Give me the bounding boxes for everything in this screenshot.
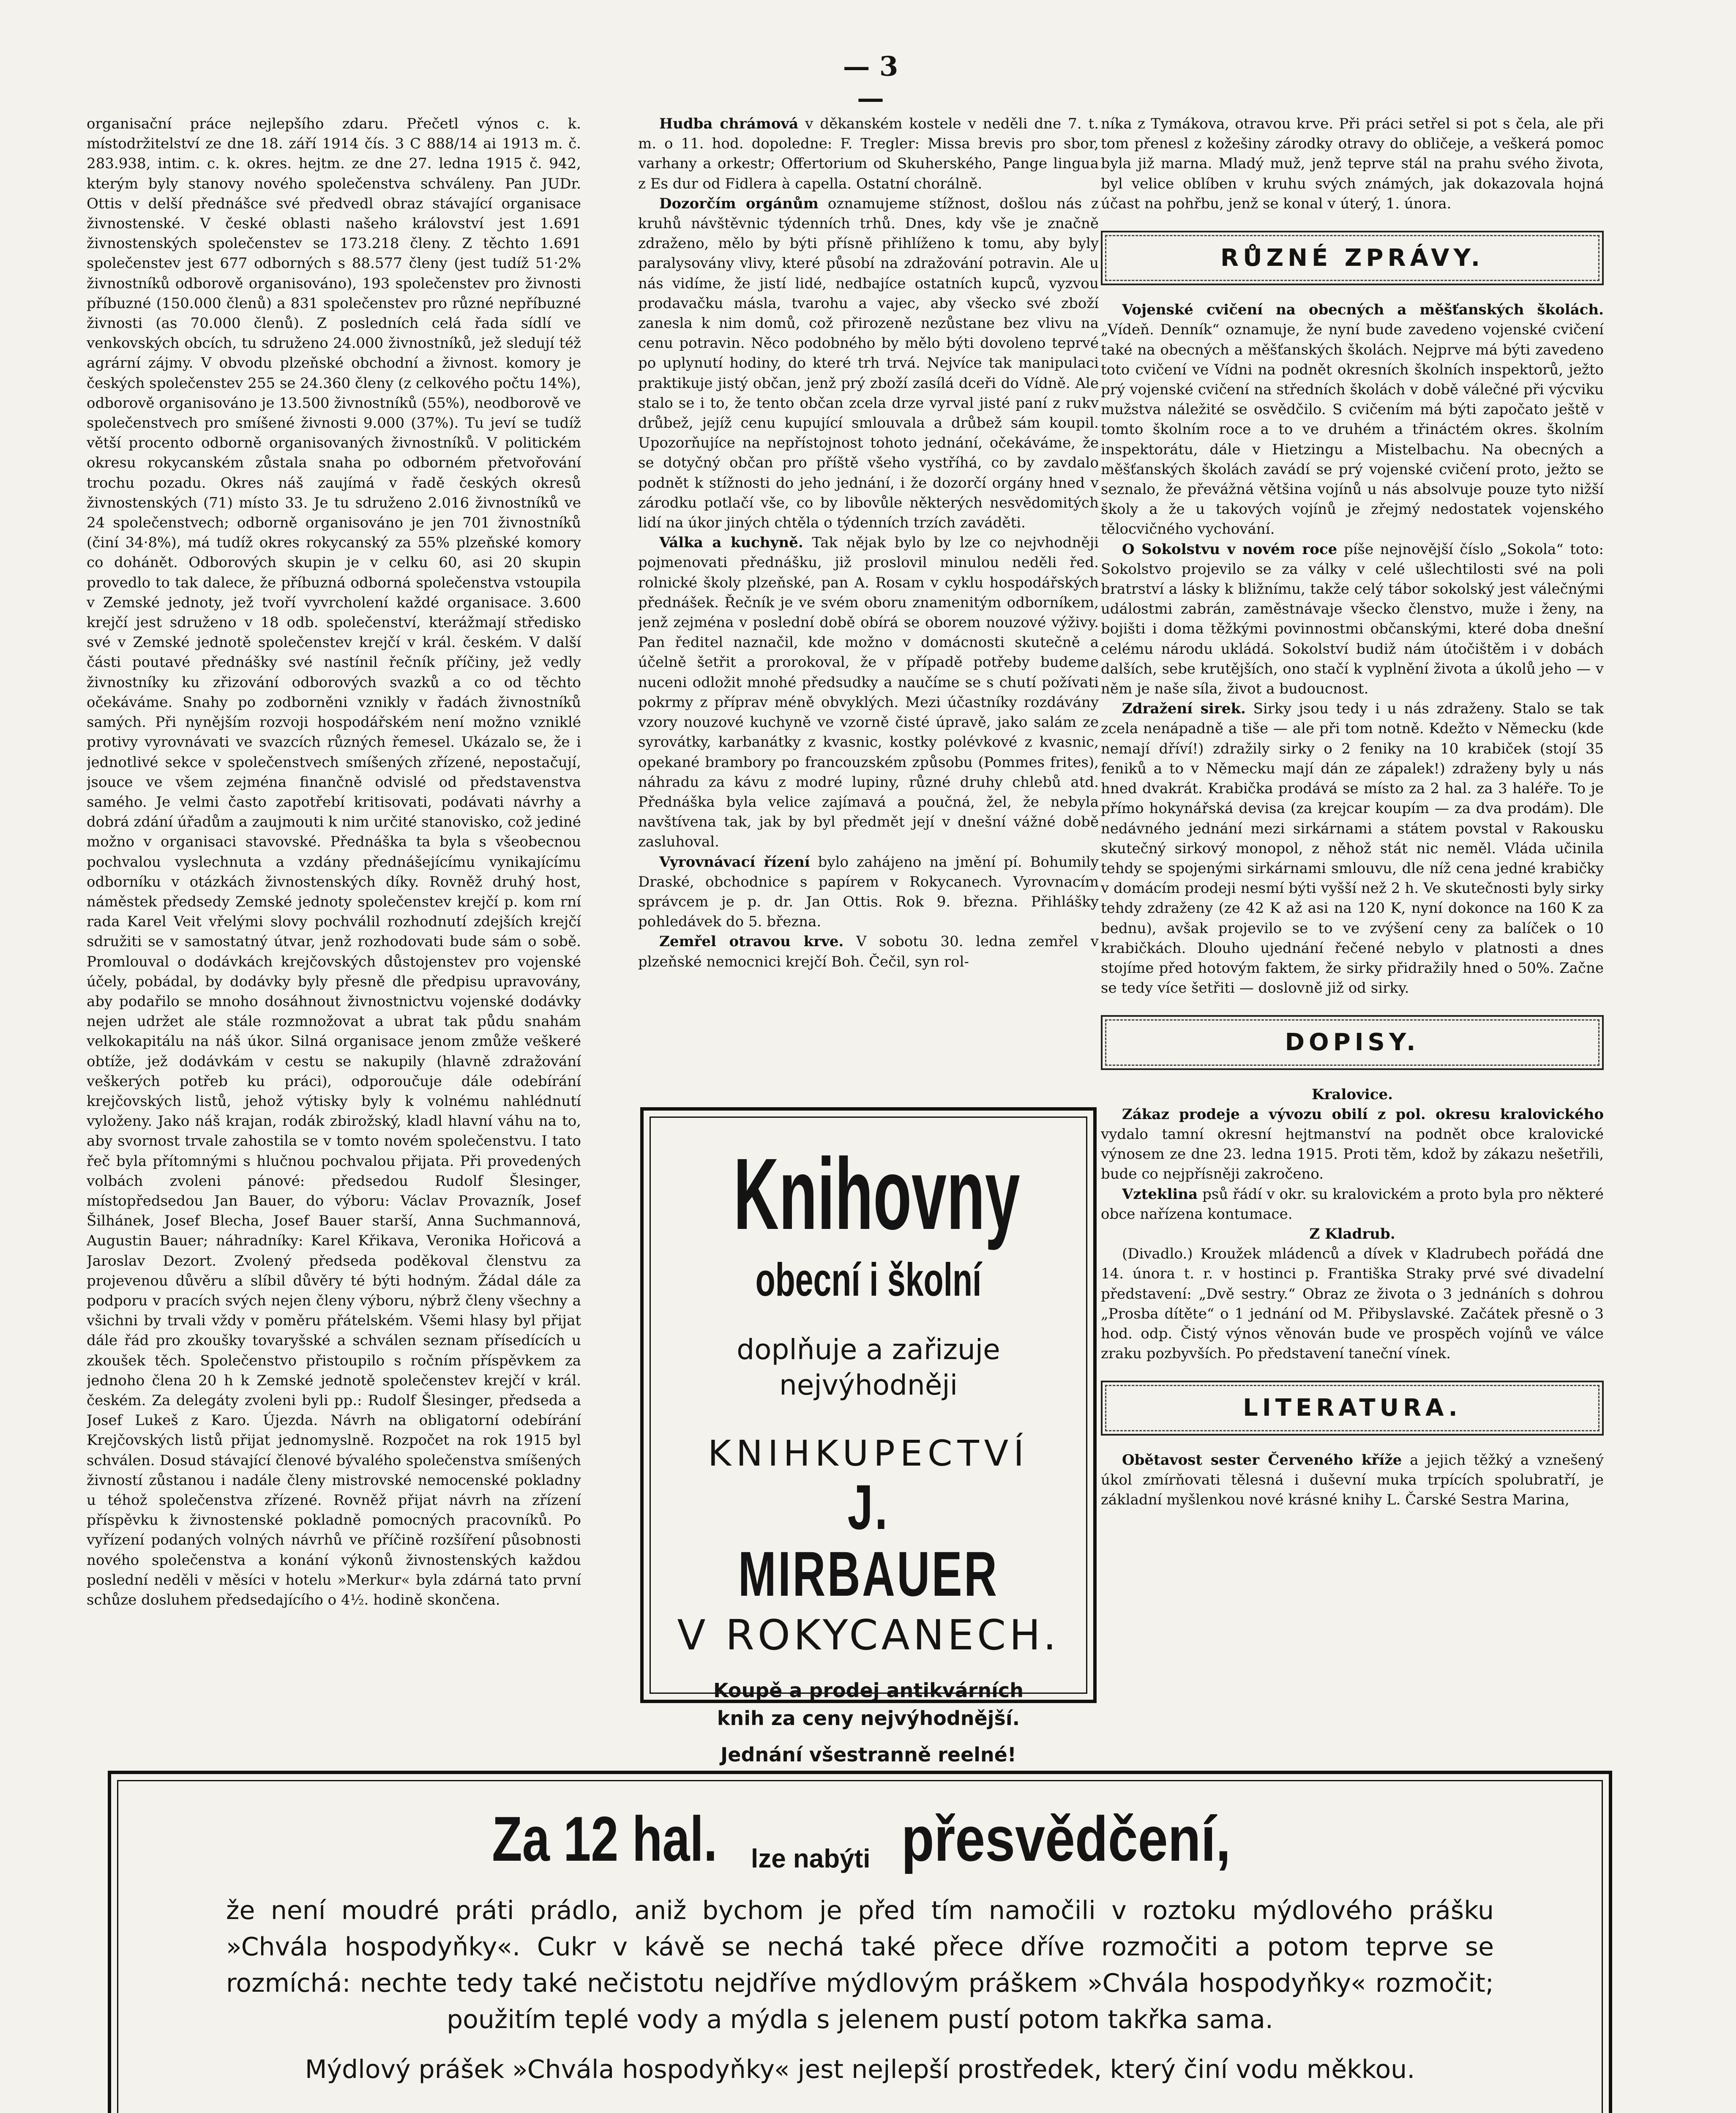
news-item-divadlo: (Divadlo.) Kroužek mládenců a dívek v Kladrubech pořádá dne 14. února t. r. v hostinci p. Františka Straky prvé své divadelní představení: „Dvě sestry.“ Obraz ze života o 3 jednáních s dohrou „Prosba dítěte“ o 1 jednání od M. Přibyslavské. Začátek přesně o 3 hod. odp. Čistý výnos věnován bude ve prospěch vojínů ve válce zraku pozbyvších. Po představení taneční vínek. — [1101, 1245, 1604, 1362]
section-heading: LITERATURA. — [1105, 1385, 1600, 1431]
section-heading: DOPISY. — [1105, 1019, 1600, 1065]
ad-headline — [118, 1802, 1602, 1875]
section-heading-box — [1101, 231, 1604, 285]
news-item-title: Dozorčím orgánům — [659, 195, 819, 212]
news-item-valka — [638, 533, 1099, 852]
ad-small-line: knih za ceny nejvýhodnější. — [717, 1707, 1020, 1730]
section-heading: RŮZNÉ ZPRÁVY. — [1105, 235, 1600, 281]
article-continuation: níka z Tymákova, otravou krve. Při práci setřel si pot s čela, ale při tom přenesl z kožešiny zárodky otravy do obličeje, a veškerá pomoc byla již marna. Mladý muž, jenž teprve stál na prahu svého života, byl velice oblíben v kruhu svých známých, jak dokazovala hojná účast na pohřbu, jenž se konal v úterý, 1. února. — [1101, 115, 1604, 212]
ad-subheadline: obecní i školní — [755, 1254, 982, 1306]
news-item-text: psů řádí v okr. su kralovickém a proto byla pro některé obce nařízena kontumace. — [1101, 1185, 1604, 1223]
news-item-title: O Sokolstvu v novém roce — [1122, 541, 1337, 558]
news-item-text: v děkanském kostele v neděli dne 7. t. m. o 11. hod. dopoledne: F. Tregler: Missa brevis pro sbor, varhany a orkestr; Offertorium od Skuherského, Pange lingua z Es dur od Fidlera à capella. Ostatní chorálně. — [638, 115, 1099, 192]
news-item-zakaz — [1101, 1105, 1604, 1185]
news-item-hudba — [638, 114, 1099, 194]
news-item-text: Tak nějak bylo by lze co nejvhodněji pojmenovati přednášku, již proslovil minulou neděli řed. rolnické školy plzeňské, pan A. Rosam v cyklu hospodářských přednášek. Řečník je ve svém oboru znamenitým odborníkem, jenž zejména v poslední době obírá se oborem nouzové výživy. Pan ředitel naznačil, kde možno v domácnosti skutečně a účelně šetřit a prorokoval, že v případě potřeby budeme nuceni odložit mnohé předsudky a naučíme se s chutí požívati pokrmy z příprav méně obvyklých. Mezi účastníky rozdávány vzory nouzové kuchyně ve vzorně čisté úpravě, jako salám ze syrovátky, karbanátky z kvasnic, kostky polévkové z kvasnic, opekané brambory po francouzském způsobu (Pommes frites), náhradu za kávu z modré lupiny, různé druhy chlebů atd. Přednáška byla velice zajímavá a poučná, žel, že nebyla navštívena tak, jak by byl předmět její v dnešní vážné době zasluhoval. — [638, 534, 1099, 851]
news-item-text: V sobotu 30. ledna zemřel v plzeňské nemocnici krejčí Boh. Čečil, syn rol- — [638, 933, 1099, 970]
news-item-text: píše nejnovější číslo „Sokola“ toto: Sokolstvo projevilo se za války v celé ušlechtilosti své na poli bratrství a lásky k bližnímu, takže celý tábor sokolský jest válečnými událostmi zabrán, zaměstnávaje všecko členstvo, muže i ženy, na bojišti i doma těžkými povinnostmi občanskými, které doba dnešní celému národu ukládá. Sokolství budiž nám útočištěm i v dobách dalších, sebe krutějších, ono stačí k vyplnění života a úkolů jeho — v něm je naše síla, život a budoucnost. — [1101, 541, 1604, 698]
news-item-sokol — [1101, 540, 1604, 699]
advertisement-bookshop — [640, 1107, 1097, 1766]
news-item-text: a jejich těžký a vznešený úkol zmírňovati tělesná i duševní muka trpících spolubratří, je základní myšlenkou nové krásné knihy L. Čarské Sestra Marina, — [1101, 1451, 1604, 1508]
news-item-title: Obětavost sester Červeného kříže — [1122, 1451, 1402, 1469]
place-heading: Kralovice. — [1312, 1086, 1393, 1103]
column-right — [1101, 114, 1604, 1775]
ad-small-line: Koupě a prodej antikvárních — [713, 1679, 1024, 1702]
ad-headline-part: Za 12 hal. — [492, 1803, 718, 1874]
news-item-title: Hudba chrámová — [659, 115, 799, 132]
column-middle — [638, 114, 1099, 1090]
ad-shop-label: KNIHKUPECTVÍ — [707, 1433, 1029, 1474]
news-item-literatura — [1101, 1450, 1604, 1510]
ad-shop-town: V ROKYCANECH. — [677, 1611, 1060, 1660]
news-item-title: Válka a kuchyně. — [659, 534, 803, 551]
place-heading: Z Kladrub. — [1309, 1225, 1395, 1242]
news-item-text: „Vídeň. Denník“ oznamuje, že nyní bude zavedeno vojenské cvičení také na obecných a měšťanských školách. Nejprve má býti zavedeno toto cvičení ve Vídni na podnět okresních školních inspektorů, ježto prý vojenské cvičení na středních školách v době válečné při výcviku mužstva náležité se osvědčilo. S cvičením má býti započato ještě v tomto školním roce a to ve druhém a třináctém okres. školním inspektorátu, dále v Hietzingu a Mistelbachu. Na obecných a měšťanských školách zavádí se prý vojenské cvičení proto, ježto se seznalo, že převážná většina vojínů u nás absolvuje pouze tyto nižší školy a že u takových vojínů je zřejmý nedostatek vojenského tělocvičného vychování. — [1101, 321, 1604, 538]
ad-headline-part: lze nabýti — [751, 1844, 871, 1874]
news-item-dozor — [638, 194, 1099, 533]
news-item-zemrel — [638, 932, 1099, 972]
news-item-title: Vojenské cvičení na obecných a měšťanských školách. — [1122, 301, 1604, 319]
section-heading-box — [1101, 1381, 1604, 1435]
column-left — [87, 114, 581, 1758]
ad-headline-part: přesvědčení, — [901, 1803, 1231, 1874]
ad-shop-name: J. MIRBAUER — [738, 1471, 999, 1609]
page-number: — 3 — — [843, 51, 898, 114]
news-item-title: Zemřel otravou krve. — [659, 933, 844, 950]
news-item-text: vydalo tamní okresní hejtmanství na podnět obce kralovické výnosem ze dne 23. ledna 1915. Proti těm, kdož by zákazu nešetřili, bude co nejpřísněji zakročeno. — [1101, 1125, 1604, 1183]
news-item-title: Vzteklina — [1122, 1185, 1198, 1203]
ad-body-text: že není moudré práti prádlo, aniž bychom je před tím namočili v roztoku mýdlového prášku »Chvála hospodyňky«. Cukr v kávě se nechá také přece dříve rozmočiti a potom teprve se rozmíchá: nechte tedy také nečistotu nejdříve mýdlovým práškem »Chvála hospodyňky« rozmočit; použitím teplé vody a mýdla s jelenem pustí potom takřka sama. — [226, 1896, 1494, 2034]
news-item-vzteklina — [1101, 1185, 1604, 1224]
news-item-text: oznamujeme stížnost, došlou nás z kruhů návštěvnic týdenních trhů. Dnes, kdy vše je značně zdraženo, mělo by býti přísně přihlíženo k tomu, aby byly paralysovány vlivy, které působí na zdražování potravin. Ale u nás vidíme, že jistí lidé, nedbajíce ostatních kupců, vyzvou prodavačku másla, tvarohu a vajec, aby všecko své zboží zanesla k nim domů, což přirozeně nezůstane bez vlivu na cenu potravin. Něco podobného by mělo býti dovoleno teprvé po uplynutí hodiny, do které trh trvá. Nejvíce tak manipulaci praktikuje jistý občan, jenž prý zboží zasílá dceři do Vídně. Ale stalo se i to, že tento občan zcela drze vyrval jisté paní z rukv drůbež, jejíž cenu kupující smlouvala a drůbež sám koupil. Upozorňujíce na nepřístojnost tohoto jednání, očekáváme, že se dotyčný občan pro příště všeho vystříhá, co by zavdalo podnět k stížnosti do jeho jednání, i že dozorčí orgány hned v zárodku potlačí vše, co by libovůle některých nesvědomitých lidí na úkor jiných chtěla o týdenních trzích zaváděti. — [638, 195, 1099, 532]
section-heading-box — [1101, 1015, 1604, 1070]
news-item-title: Vyrovnávací řízení — [659, 853, 810, 871]
news-item-title: Zákaz prodeje a vývozu obilí z pol. okresu kralovického — [1122, 1106, 1604, 1123]
news-item-title: Zdražení sirek. — [1122, 700, 1246, 718]
article-paragraph: organisační práce nejlepšího zdaru. Přečetl výnos c. k. místodržitelství ze dne 18. září 1914 čís. 3 C 888/14 ai 1913 m. č. 283.938, intim. c. k. okres. hejtm. ze dne 27. ledna 1915 č. 942, kterým byly stanovy nového společenstva schváleny. Pan JUDr. Ottis v delší přednášce své předvedl obraz stávající organisace živnostenské. V české oblasti našeho království jest 1.691 živnostenských společenstev se 173.218 členy. Z těchto 1.691 společenstev jest 677 odborných s 88.577 členy (jest tudíž 51·2% živnostníků odborově organisováno), 193 společenstev pro živnosti příbuzné (150.000 členů) a 831 společenstev pro různé nepříbuzné živnosti (as 70.000 členů). Z posledních celá řada sídlí ve venkovských obcích, tu sdruženo 24.000 živnostníků, jež sledují též agrární zájmy. V obvodu plzeňské obchodní a živnost. komory je českých společenstev 255 se 24.360 členy (z celkového počtu 14%), odborově organisováno je 13.500 živnostníků (55%), neodborově ve společenstvech pro smíšené živnosti 9.000 (37%). Tu jeví se tudíž větší procento odborně organisovaných živnostníků. V politickém okresu rokycanském zůstala snaha po odborném přetvořování trochu pozadu. Okres náš zaujímá v řadě českých okresů živnostenských (71) místo 33. Je tu sdruženo 2.016 živnostníků ve 24 společenstvech; odborně organisováno je jen 701 živnostníků (činí 34·8%), má tudíž okres rokycanský za 55% plzeňské komory co dohánět. Odborových skupin je v celku 60, asi 20 skupin provedlo to tak dalece, že příbuzná odborná společenstva vstoupila v Zemské jednoty, jež tvoří vyvrcholení každé organisace. 3.600 krejčí jest sdruženo v 18 odb. společenství, kterážmají středisko své v Zemské jednotě společenstev krejčí v král. českém. V další části poutavé přednášky své nastínil řečník příčiny, jež vedly živnostníky ku zřizování odborových svazků a co od těchto očekáváme. Snahy po zodborněni vznikly v řadách živnostníků samých. Při nynějším rozvoji hospodářském není možno vzniklé protivy vyrovnávati ve svazcích různých řemesel. Ukázalo se, že i jednotlivé sekce v společenstvech smíšených zřízené, nepostačují, jsouce ve všem zejména finančně odvislé od představenstva samého. Je velmi často zapotřebí kritisovati, podávati návrhy a dobrá zdání úřadům a zaujmouti k nim určité stanovisko, což jediné možno v organisaci stavovské. Přednáška ta byla s všeobecnou pochvalou vyslechnuta a vzdány přednášejícímu vynikajícímu odborníku v otázkách živnostenských díky. Rovněž druhý host, náměstek předsedy Zemské jednoty společenstev krejčí p. kom rní rada Karel Veit vřelými slovy pochválil rozhodnutí zdejších krejčí sdružiti se v samostatný útvar, jenž rozhodovati bude sám o sobě. Promlouval o dodávkách krejčovských důstojenstev pro vojenské účely, pobádal, by dodávky byly přesně dle předpisu upravovány, aby podařilo se mnoho dosáhnout živnostnictvu vojenské dodávky nejen udržet ale stále rozmnožovat a ubrat tak půdu snahám velkokapitálu na náš úkor. Silná organisace jenom zmůže veškeré obtíže, jež dodávkám v cestu se nakupily (hlavně zdražování veškerých potřeb ku práci), odporoučuje dále odebírání krejčovských listů, jehož výtisky byly k volnému nahlédnutí vyloženy. Jako náš krajan, rodák zbirožský, kladl hlavní váhu na to, aby svornost trvale zahostila se v tomto novém společenstvu. I tato řeč byla přítomnými s hlučnou pochvalou přijata. Při provedených volbách zvoleni pánové: předsedou Rudolf Šlesinger, místopředsedou Jan Bauer, do výboru: Václav Provazník, Josef Šilhánek, Josef Blecha, Josef Bauer starší, Anna Suchmannová, Augustin Bauer; náhradníky: Karel Křikava, Veronika Hořicová a Jaroslav Dezort. Zvolený předseda poděkoval členstvu za projevenou důvěru a slíbil důvěry té býti hodným. Žádal dále za podporu v pracích svých nejen členy výboru, nýbrž členy všechny a všichni by trvali vždy v poměru přátelském. Všemi hlasy byl přijat dále řád pro zkoušky tovaryšské a schválen seznam přísedících u zkoušek těch. Společenstvo přistoupilo s ročním příspěvkem za jednoho člena 20 h k Zemské jednotě společenstev krejčí v král. českém. Za delegáty zvoleni byli pp.: Rudolf Šlesinger, předseda a Josef Lukeš z Karo. Újezda. Návrh na obligatorní odebírání Krejčovských listů přijat jednomyslně. Rozpočet na rok 1915 byl schválen. Dosud stávající členové bývalého společenstva smíšených živností zůstanou i nadále členy mistrovské nemocenské pokladny u téhož společenstva zřízené. Rovněž přijat návrh na zřízení příspěvku k živnostenské pokladně pomocných pracovníků. Po vyřízení podaných volných návrhů ve příčině rozšíření působnosti nového společenstva a konání výkonů živnostenských každou poslední neděli v měsíci v hotelu »Merkur« byla zdárná tato první schůze dosluhem předsedajícího o 4½. hodině skončena. — [87, 115, 581, 1609]
ad-text-line: nejvýhodněji — [779, 1369, 958, 1401]
news-item-vyrovnani — [638, 852, 1099, 932]
news-item-text: Sirky jsou tedy i u nás zdraženy. Stalo se tak zcela nenápadně a tiše — ale při tom notně. Kdežto v Německu (kde nemají dříví!) zdražily sirky o 2 feniky na 10 krabiček (stojí 35 feniků a to v Německu mají dán ze zápalek!) zdraženy byly u nás hned dvakrát. Krabička prodává se místo za 2 hal. za 3 haléře. To je přímo hokynářská devisa (za krejcar koupím — za dva prodám). Dle nedávného jednání mezi sirkárnami a státem povstal v Rakousku skutečný sirkový monopol, z něhož stát nic neměl. Vláda učinila tehdy se spojenými sirkárnami smlouvu, dle níž cena jedné krabičky v domácím prodeji nesmí býti vyšší než 2 h. Ve skutečnosti byly sirky tehdy zdraženy (ze 42 K až asi na 120 K, nyní dokonce na 160 K za bednu), avšak projevilo se to ve zvýšení ceny za balíček o 10 krabičkách. Dlouho ujednání řečené nebylo v platnosti a dnes stojíme před hotovým faktem, že sirky přidražily hned o 50%. Začne se tedy více šetřiti — doslovně již od sirky. — [1101, 700, 1604, 997]
news-item-vojenske — [1101, 300, 1604, 539]
news-item-sirky — [1101, 699, 1604, 998]
ad-headline: Knihovny — [733, 1137, 1020, 1250]
ad-small-line: Jednání všestranně reelné! — [721, 1743, 1016, 1766]
news-item-text: bylo zahájeno na jmění pí. Bohumily Draské, obchodnice s papírem v Rokycanech. Vyrovnacím správcem je p. dr. Jan Ottis. Rok 9. března. Přihlášky pohledávek do 5. března. — [638, 853, 1099, 931]
ad-text-line: doplňuje a zařizuje — [737, 1333, 1000, 1366]
ad-footer-text: Mýdlový prášek »Chvála hospodyňky« jest nejlepší prostředek, který činí vodu měkkou. — [305, 2055, 1415, 2084]
advertisement-soap — [108, 1771, 1612, 2113]
